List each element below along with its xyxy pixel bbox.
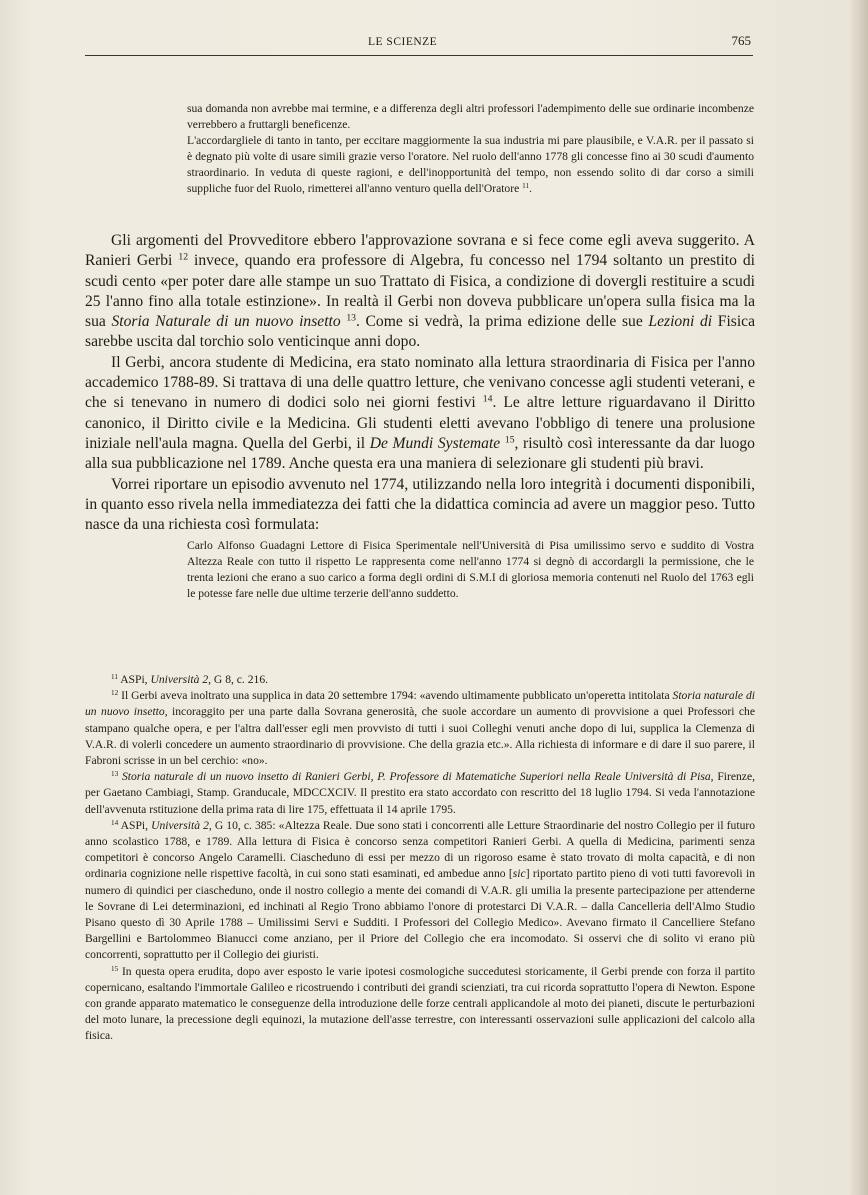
footnote-text: In questa opera erudita, dopo aver esposto le varie ipotesi cosmologiche succedutesi storicamente, il Gerbi prende con forza il partito copernicano, esaltando l'immortale Galileo e ricostruendo i contributi dei grandi scienziati, tra cui ricorda soprattutto l'opera di Newton. Espone con grande apparato matematico le conseguenze della introduzione delle forze centrali applicandole al moto dei pianeti, discute le perturbazioni del moto lunare, la precessione degli equinozi, la mutazione dell'asse terrestre, con interessanti osservazioni sulle applicazioni del calcolo alla fisica. (85, 964, 756, 1043)
footnote-15 (85, 964, 755, 1045)
footnote-text: ] riportato partito pieno di voti tutti favorevoli in numero di quindici per ciascheduno, onde il nostro collegio a mente dei comandi di V.A.R. gli umilia la presente partecipazione per attenderne le Sovrane di Lei determinazioni, ed inchinati al Regio Trono abbiamo l'onore di protestarci Di V.A.R. – dalla Cancelleria dell'Almo Studio Pisano questo dì 30 Aprile 1788 – Umilissimi Servi e Sudditi. I Professori del Collegio Medico». Avevano firmato il Cancelliere Stefano Bargellini e Bartolommeo Bianucci come anziano, per il Priore del Collegio che era incomodato. Si osservi che di solito vi erano più concorrenti, soprattutto per il Collegio dei giuristi. (85, 867, 755, 962)
footnote-number: 11 (111, 673, 118, 682)
footnote-ref[interactable]: 11 (522, 182, 530, 191)
page-header (85, 31, 753, 56)
footnote-italic: sic (512, 867, 526, 881)
body-text: Vorrei riportare un episodio avvenuto nel 1774, utilizzando nella loro integrità i documenti disponibili, in quanto esso rivela nella immediatezza dei fatti che la didattica comincia ad avere un maggior peso. Tutto nasce da una richiesta così formulata: (85, 475, 755, 534)
page-number: 765 (731, 33, 751, 48)
block-quote-provveditore (187, 101, 754, 198)
page-edge-shadow (850, 0, 868, 1195)
body-text: . Le altre letture riguardavano il Diritto canonico, il Diritto civile e la Medicina. Gli studenti eletti avevano l'obbligo di tenere una prolusione iniziale nell'aula magna. Quella del Gerbi, il (85, 394, 755, 452)
italic-title: Storia Naturale di un nuovo insetto (111, 313, 341, 331)
quote-text: L'accordargliele di tanto in tanto, per eccitare maggiormente la sua industria mi pare plausibile, e V.A.R. per il passato si è degnato più volte di usare simili grazie verso l'oratore. Nel ruolo dell'anno 1778 gli concesse fino ai 30 scudi d'aumento straordinario. In veduta di queste ragioni, e dell'inopportunità del tempo, non essendo solito di dar corso a simili suppliche fuor del Ruolo, rimetterei all'anno venturo quella dell'Oratore (187, 134, 754, 196)
footnote-text: , G 8, c. 216. (208, 673, 269, 686)
body-paragraph (85, 353, 755, 475)
footnote-12 (85, 688, 755, 769)
quote-text: sua domanda non avrebbe mai termine, e a differenza degli altri professori l'adempimento delle sue ordinarie incombenze verrebbero a fruttargli beneficenze. (187, 102, 754, 132)
body-text: Fisica sarebbe uscita dal torchio solo venticinque anni dopo. (85, 313, 756, 351)
footnote-text: ASPi, (120, 673, 148, 686)
footnote-ref[interactable]: 13 (346, 312, 356, 324)
body-text: invece, quando era professore di Algebra, fu concesso nel 1794 soltanto un prestito di scudi cento «per poter dare alle stampe un suo Trattato di Fisica, a condizione di dovergli restituire a scudi 25 l'anno fino alla totale estinzione». In realtà il Gerbi non doveva pubblicare un'opera sulla fisica ma la sua (85, 252, 755, 331)
body-text: Gli argomenti del Provveditore ebbero l'approvazione sovrana e si fece come egli aveva suggerito. A Ranieri Gerbi (85, 232, 755, 270)
footnote-text: , Firenze, per Gaetano Cambiagi, Stamp. Granducale, MDCCXCIV. Il prestito era stato accordato con rescritto del 18 luglio 1794. Si veda l'annotazione dell'avvenuta rstituzione della prima rata di lire 175, effettuata il 14 aprile 1795. (85, 770, 755, 816)
footnote-italic: Storia naturale di un nuovo insetto di Ranieri Gerbi, P. Professore di Matematiche Superiori nella Reale Università di Pisa (121, 770, 711, 784)
footnote-ref[interactable]: 14 (482, 394, 493, 406)
quote-paragraph (187, 133, 754, 197)
main-text (85, 231, 755, 535)
body-text: , risultò così interessante da dar luogo alla sua pubblicazione nel 1789. Anche questa era una maniera di selezionare gli studenti più bravi. (85, 434, 755, 473)
footnote-text: , incoraggito per una parte dalla Sovrana generosità, che suole accordare un aumento di provvisione a quei Professori che stampano qualche opera, e per l'altra dall'esser egli men provvisto di tutti i suoi Colleghi venuti anche dopo di lui, supplica la Clemenza di V.A.R. di volerli concedere un aumento straordinario di provvisione. Che della grazia etc.». Alla richiesta di informare e di dare il suo parere, il Fabroni scrisse in un bel cerchio: «no». (85, 705, 755, 768)
footnote-italic: Università 2 (151, 818, 209, 832)
footnote-number: 15 (111, 964, 119, 973)
footnote-text: , G 10, c. 385: «Altezza Reale. Due sono stati i concorrenti alle Letture Straordinarie del nostro Collegio per il futuro anno scolastico 1788, e 1789. Alla lettura di Fisica è concorso senza competitori Ranieri Gerbi. A quella di Medicina, parimenti senza competitori è concorso Angelo Caramelli. Ciascheduno di essi per mezzo di un rigoroso esame è stato trovato di molta capacità, e di non ordinaria cognizione nelle rispettive facoltà, in cui sono stati esaminati, ed ambedue anno [ (85, 818, 756, 881)
italic-title: De Mundi Systemate (369, 434, 501, 452)
body-text: . Come si vedrà, la prima edizione delle sue (355, 313, 643, 331)
body-text: Il Gerbi, ancora studente di Medicina, era stato nominato alla lettura straordinaria di Fisica per l'anno accademico 1788-89. Si trattava di una delle quattro letture, che venivano concesse agli studenti veterani, e che si tenevano in numero di dodici solo nei giorni festivi (85, 353, 755, 412)
italic-title: Lezioni di (648, 313, 713, 331)
body-paragraph (85, 231, 755, 353)
footnote-text: ASPi, (120, 818, 149, 832)
footnote-number: 12 (111, 689, 119, 698)
footnote-13 (85, 769, 755, 818)
running-head: LE SCIENZE (368, 36, 438, 48)
footnotes (85, 672, 755, 1045)
body-paragraph (85, 475, 755, 536)
quote-paragraph (187, 101, 754, 133)
footnote-ref[interactable]: 15 (504, 434, 515, 446)
footnote-ref[interactable]: 12 (178, 251, 189, 263)
footnote-italic: Storia naturale di un nuovo insetto (85, 689, 755, 719)
footnote-11 (85, 672, 755, 688)
quote-text: . (529, 182, 532, 196)
quote-paragraph: Carlo Alfonso Guadagni Lettore di Fisica Sperimentale nell'Università di Pisa umilissimo servo e suddito di Vostra Altezza Reale con tutto il rispetto Le rappresenta come nell'anno 1774 si degnò di accordargli la permissione, che le trenta lezioni che erano a suo carico a forma degli ordini di S.M.I di gloriosa memoria contenuti nel Ruolo del 1763 egli le potesse fare nelle due ultime terzerie dell'anno suddetto. (187, 539, 754, 601)
footnote-14 (85, 818, 755, 964)
footnote-number: 13 (111, 770, 119, 779)
footnote-number: 14 (111, 818, 119, 827)
footnote-italic: Università 2 (150, 673, 209, 686)
block-quote-guadagni (187, 538, 754, 602)
footnote-text: Il Gerbi aveva inoltrato una supplica in data 20 settembre 1794: «avendo ultimamente pubblicato un'operetta intitolata (121, 689, 670, 703)
